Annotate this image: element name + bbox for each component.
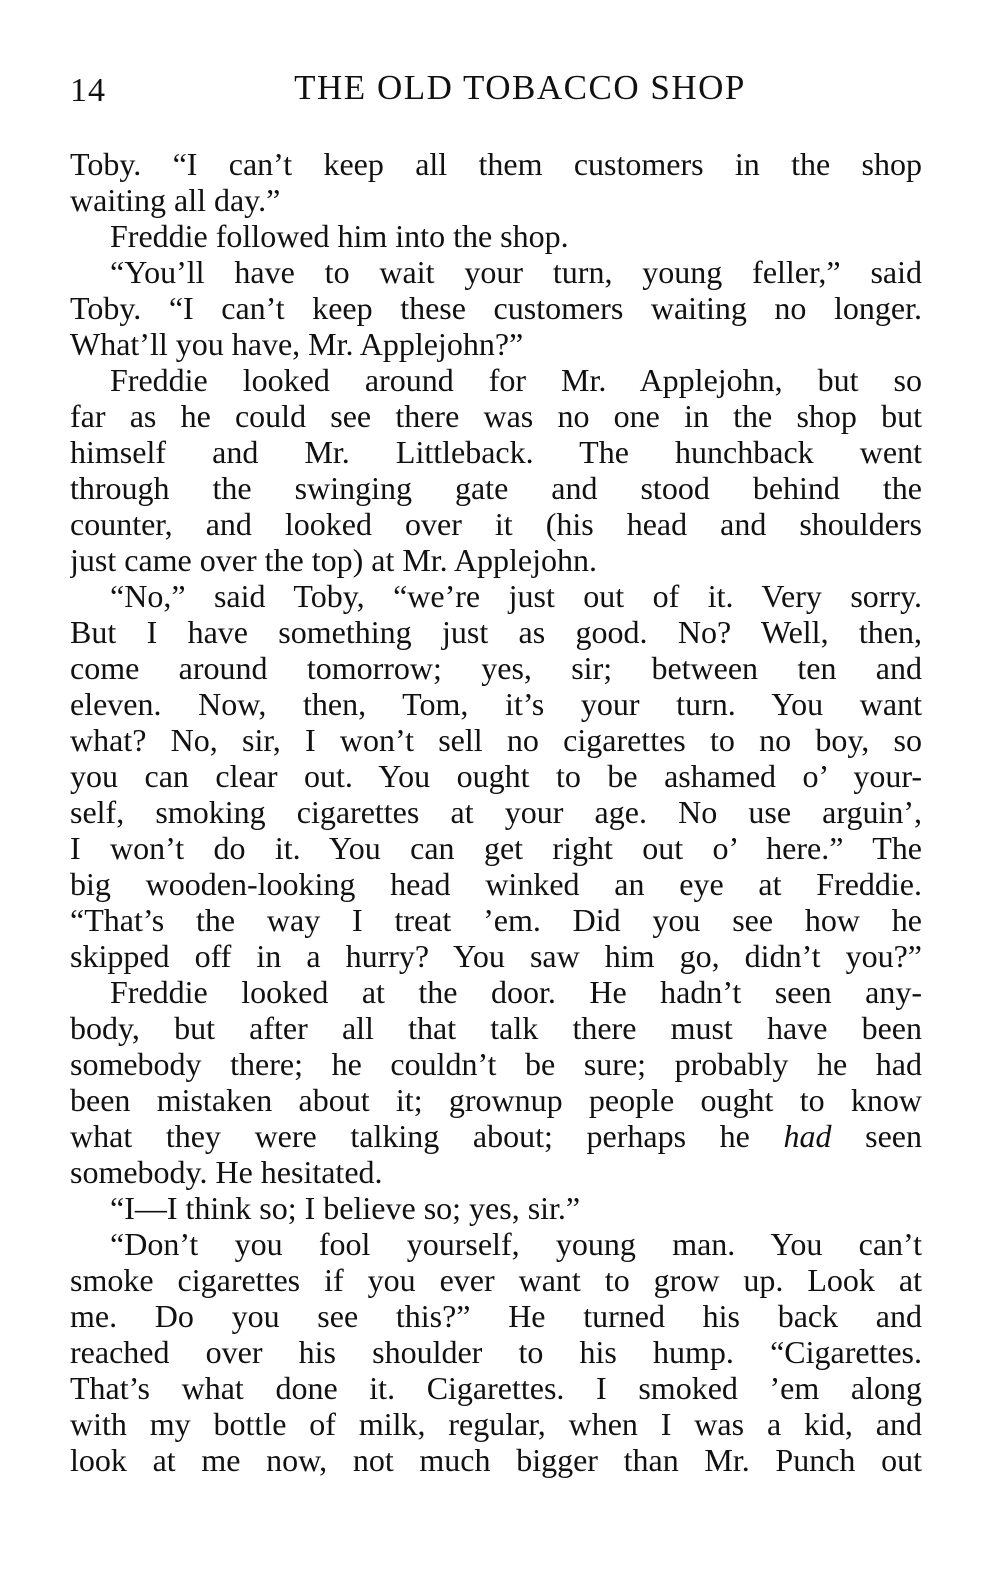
line-text: What’ll you have, Mr. Applejohn?” [70,326,524,362]
page-number: 14 [70,72,106,109]
text-line [70,1046,922,1082]
text-line [70,398,922,434]
line-text: with my bottle of milk, regular, when I was a kid, and [70,1406,922,1442]
text-line [70,938,922,974]
line-text: me. Do you see this?” He turned his back and [70,1298,922,1334]
line-text: “Don’t you fool yourself, young man. You can’t [110,1226,922,1262]
page-header [70,64,922,114]
text-line [70,686,922,722]
running-head: THE OLD TOBACCO SHOP [294,68,746,107]
line-text: body, but after all that talk there must have been [70,1010,922,1046]
line-text: far as he could see there was no one in the shop but [70,398,922,434]
line-text: what? No, sir, I won’t sell no cigarettes to no boy, so [70,722,922,758]
line-text: “No,” said Toby, “we’re just out of it. Very sorry. [110,578,922,614]
text-line [70,218,922,254]
line-text: I won’t do it. You can get right out o’ here.” The [70,830,922,866]
line-text: “You’ll have to wait your turn, young feller,” said [110,254,922,290]
text-line [70,722,922,758]
line-text: eleven. Now, then, Tom, it’s your turn. You want [70,686,922,722]
text-line [70,1190,922,1226]
line-text: somebody. He hesitated. [70,1154,383,1190]
line-text: That’s what done it. Cigarettes. I smoked ’em along [70,1370,922,1406]
line-text: reached over his shoulder to his hump. “Cigarettes. [70,1334,922,1370]
line-text: smoke cigarettes if you ever want to grow up. Look at [70,1262,922,1298]
line-text: Toby. “I can’t keep these customers waiting no longer. [70,290,922,326]
text-line [70,578,922,614]
text-line [70,794,922,830]
text-line [70,974,922,1010]
line-text: through the swinging gate and stood behind the [70,470,922,506]
text-line [70,1082,922,1118]
body-text [70,146,922,1478]
text-line [70,146,922,182]
text-line [70,830,922,866]
text-line [70,1010,922,1046]
line-text: what they were talking about; perhaps he [70,1118,750,1154]
text-line [70,362,922,398]
line-text: big wooden-looking head winked an eye at Freddie. [70,866,922,902]
line-text: skipped off in a hurry? You saw him go, didn’t you?” [70,938,922,974]
text-line [70,254,922,290]
text-line [70,902,922,938]
line-text: waiting all day.” [70,182,281,218]
text-line [70,1334,922,1370]
line-text: come around tomorrow; yes, sir; between ten and [70,650,922,686]
text-line [70,650,922,686]
line-text: “That’s the way I treat ’em. Did you see how he [70,902,922,938]
line-text: look at me now, not much bigger than Mr. Punch out [70,1442,922,1478]
text-line [70,1226,922,1262]
text-line [70,1118,922,1154]
text-line [70,182,922,218]
text-line [70,326,922,362]
line-text: Freddie looked at the door. He hadn’t seen any- [110,974,922,1010]
line-text: been mistaken about it; grownup people ought to know [70,1082,922,1118]
text-line [70,1154,922,1190]
text-line [70,758,922,794]
line-text: you can clear out. You ought to be ashamed o’ your- [70,758,922,794]
text-line [70,1370,922,1406]
line-text: just came over the top) at Mr. Applejohn. [70,542,597,578]
line-text: “I—I think so; I believe so; yes, sir.” [110,1190,581,1226]
line-text: somebody there; he couldn’t be sure; probably he had [70,1046,922,1082]
line-text: self, smoking cigarettes at your age. No use arguin’, [70,794,922,830]
line-text: But I have something just as good. No? Well, then, [70,614,922,650]
line-text: Freddie looked around for Mr. Applejohn, but so [110,362,922,398]
text-line [70,614,922,650]
text-line [70,866,922,902]
line-tail: seen [831,1118,922,1154]
text-line [70,434,922,470]
text-line [70,1298,922,1334]
text-line [70,542,922,578]
italic-word: had [783,1118,832,1154]
text-line [70,1442,922,1478]
text-line [70,1262,922,1298]
line-text: Freddie followed him into the shop. [110,218,569,254]
text-line [70,1406,922,1442]
text-line [70,506,922,542]
text-line [70,290,922,326]
line-text: counter, and looked over it (his head and shoulders [70,506,922,542]
line-text: Toby. “I can’t keep all them customers in the shop [70,146,922,182]
text-line [70,470,922,506]
line-text: himself and Mr. Littleback. The hunchback went [70,434,922,470]
